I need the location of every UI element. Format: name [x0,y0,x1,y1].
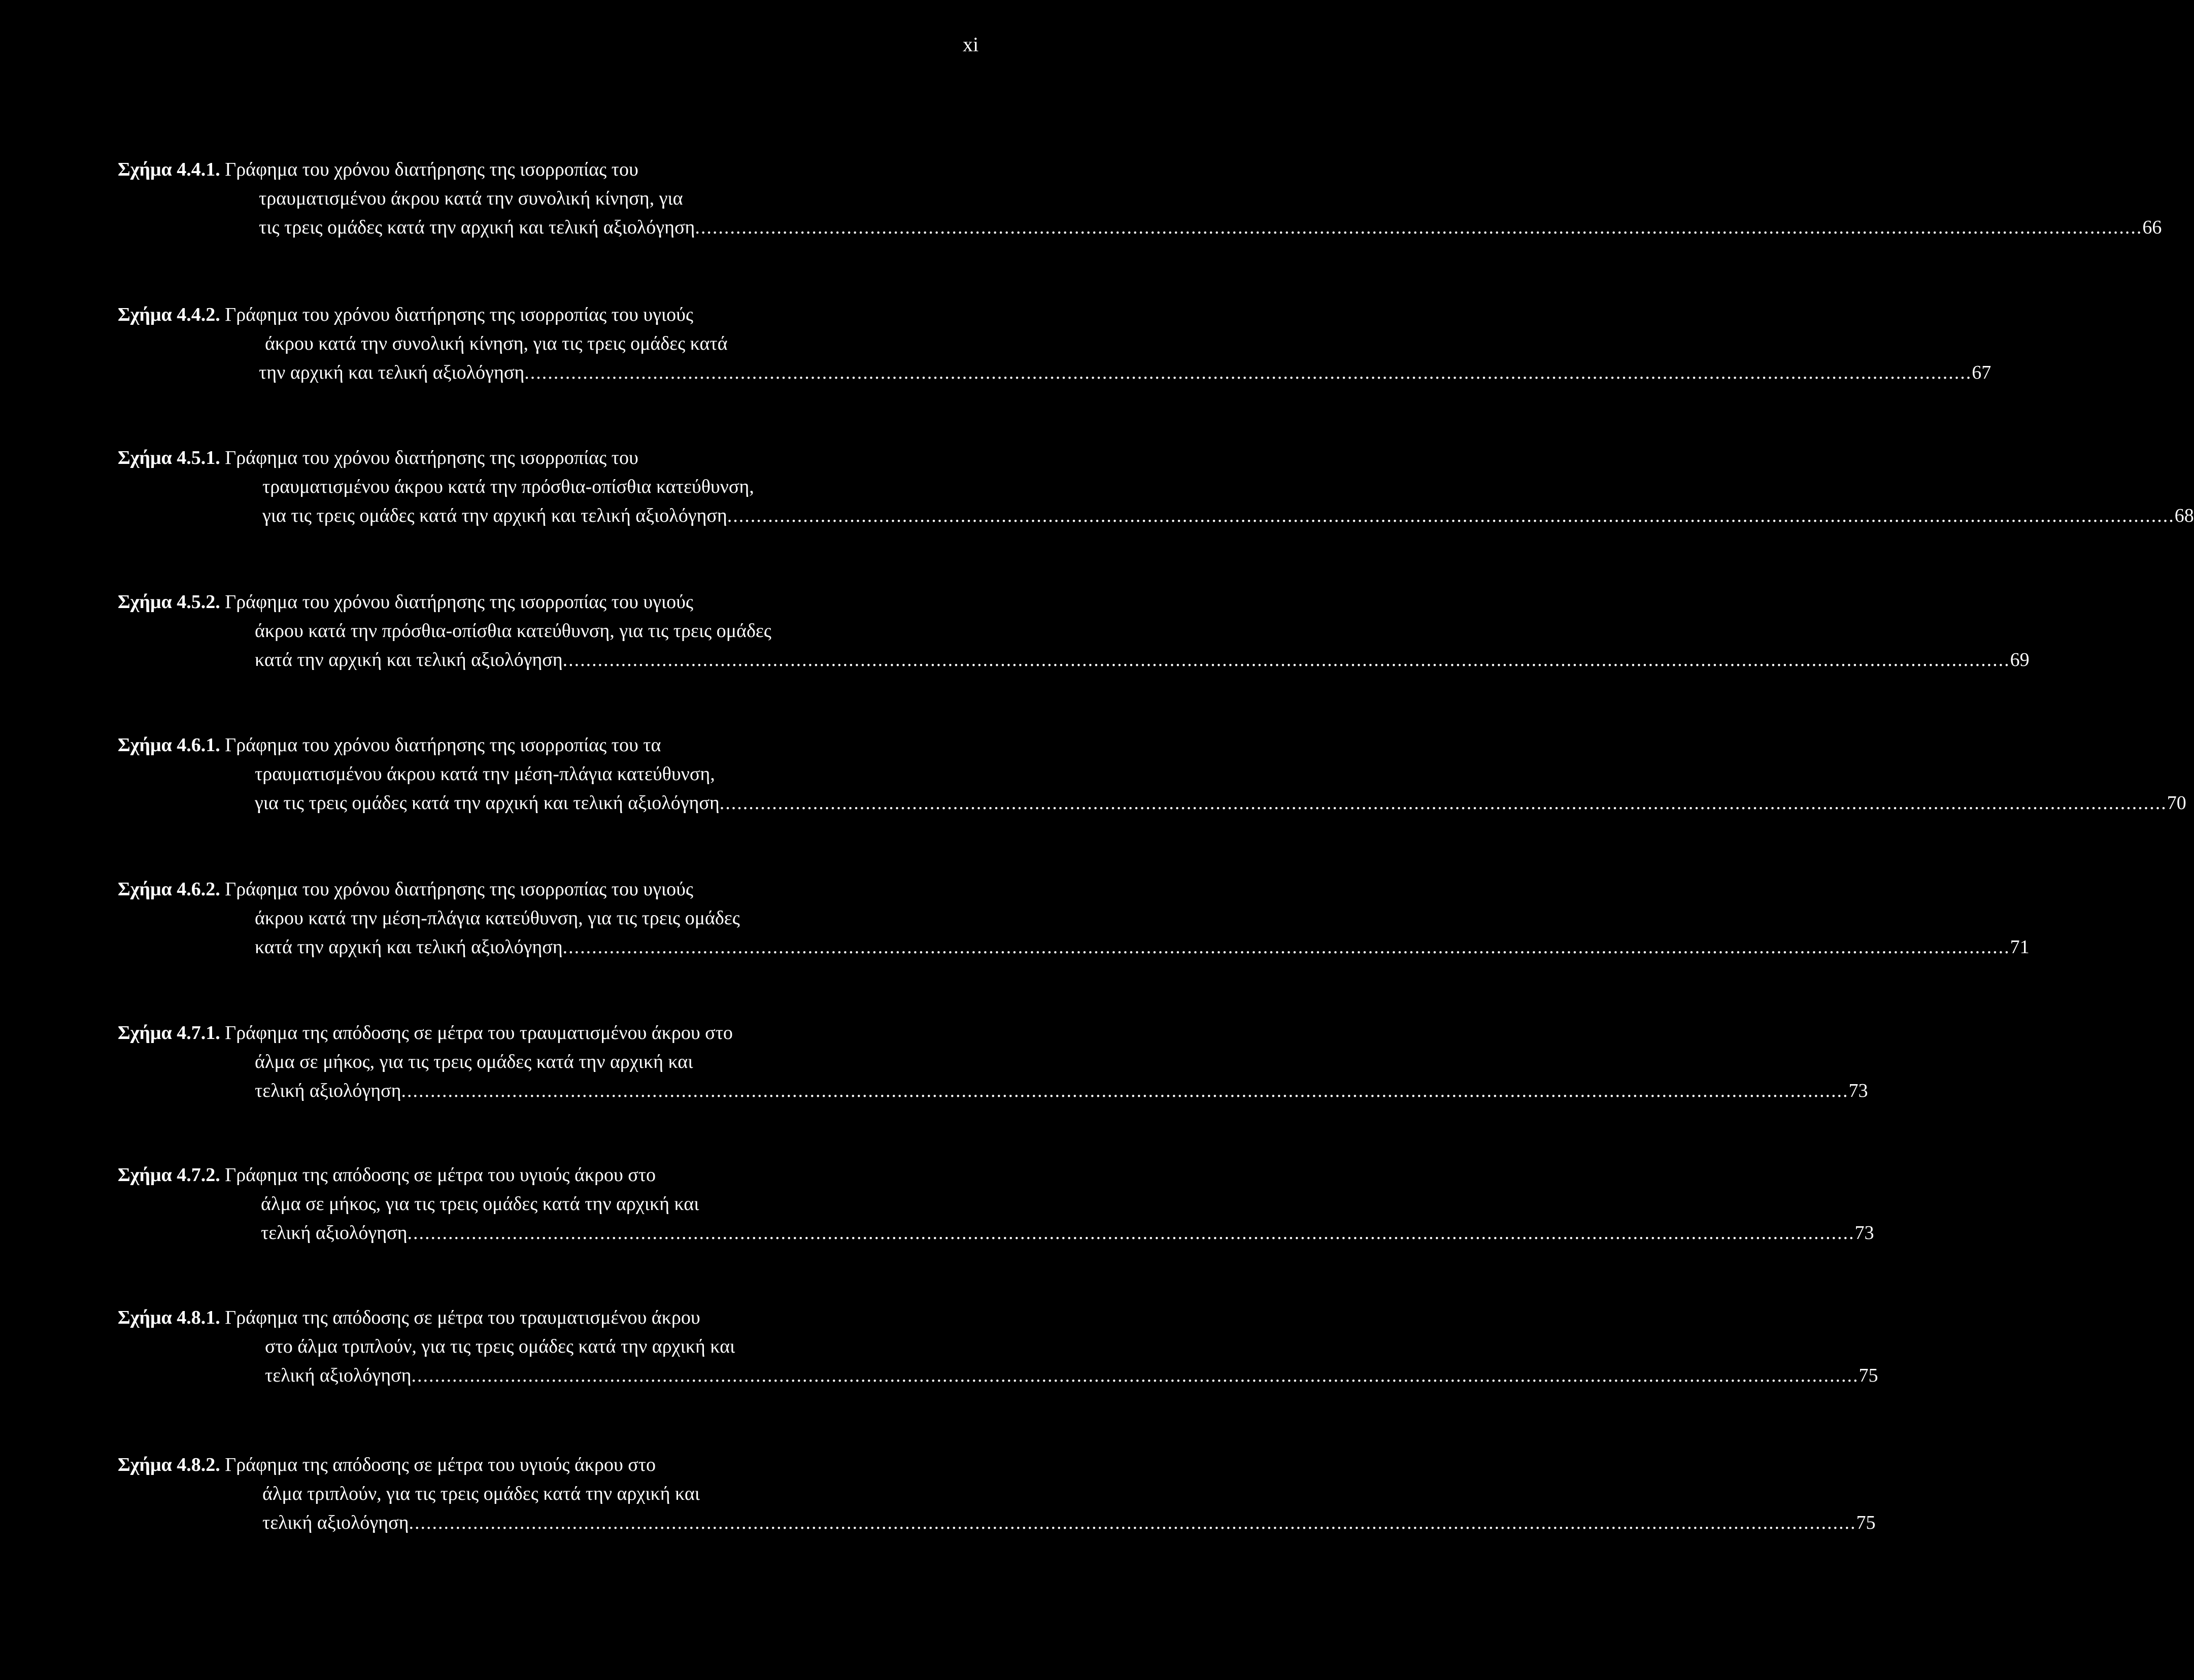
dot-leader [720,792,2167,814]
figure-label: Σχήμα 4.5.1. [118,447,220,468]
dot-leader [563,649,2010,671]
entry-text-line-3: κατά την αρχική και τελική αξιολόγηση [255,649,563,670]
entry-text-line-3: τελική αξιολόγηση [261,1222,408,1244]
entry-text-line-3: τελική αξιολόγηση [255,1080,401,1101]
entry-last-line [262,1511,1876,1534]
entry-text-line-3: για τις τρεις ομάδες κατά την αρχική και τελική αξιολόγηση [255,792,720,814]
page-reference: 66 [2142,217,2162,238]
figure-label: Σχήμα 4.4.1. [118,159,220,180]
entry-first-line [118,158,638,181]
entry-last-line [259,216,2162,239]
dot-leader [407,1222,1854,1244]
entry-text-line-1: Γράφημα του χρόνου διατήρησης της ισορροπίας του [225,447,638,468]
entry-first-line [118,1306,700,1329]
entry-text-line-2: τραυματισμένου άκρου κατά την μέση-πλάγια κατεύθυνση, [255,763,715,785]
entry-last-line [255,792,2186,814]
page-reference: 75 [1859,1365,1878,1386]
entry-text-line-1: Γράφημα της απόδοσης σε μέτρα του τραυματισμένου άκρου στο [225,1022,733,1044]
page-reference: 75 [1856,1512,1876,1533]
entry-last-line [261,1222,1874,1244]
entry-last-line [259,361,1992,384]
page-reference: 70 [2167,792,2186,814]
dot-leader [409,1511,1856,1534]
page-number: xi [963,33,979,56]
entry-first-line [118,1164,656,1186]
figure-label: Σχήμα 4.8.2. [118,1454,220,1475]
entry-text-line-2: άλμα σε μήκος, για τις τρεις ομάδες κατά την αρχική και [255,1051,693,1072]
entry-last-line [265,1364,1878,1387]
dot-leader [563,936,2010,958]
entry-first-line [118,1454,656,1476]
dot-leader [401,1080,1848,1102]
entry-text-line-1: Γράφημα του χρόνου διατήρησης της ισορροπίας του υγιούς [225,304,693,325]
figure-label: Σχήμα 4.6.1. [118,734,220,756]
entry-last-line [255,936,2030,958]
entry-text-line-3: τις τρεις ομάδες κατά την αρχική και τελική αξιολόγηση [259,217,695,238]
dot-leader [524,361,1972,384]
entry-text-line-1: Γράφημα του χρόνου διατήρησης της ισορροπίας του τα [225,734,661,756]
figure-label: Σχήμα 4.7.2. [118,1164,220,1186]
entry-last-line [262,505,2194,527]
page-reference: 69 [2010,649,2030,670]
entry-text-line-1: Γράφημα της απόδοσης σε μέτρα του υγιούς άκρου στο [225,1164,656,1186]
entry-first-line [118,591,693,613]
entry-text-line-1: Γράφημα της απόδοσης σε μέτρα του τραυματισμένου άκρου [225,1307,700,1328]
entry-text-line-1: Γράφημα του χρόνου διατήρησης της ισορροπίας του υγιούς [225,879,693,900]
entry-text-line-2: τραυματισμένου άκρου κατά την συνολική κίνηση, για [259,188,683,209]
page-reference: 67 [1972,362,1992,383]
entry-text-line-1: Γράφημα του χρόνου διατήρησης της ισορροπίας του [225,159,638,180]
entry-text-line-3: τελική αξιολόγηση [262,1512,409,1533]
dot-leader [695,216,2142,239]
dot-leader [411,1364,1859,1387]
entry-text-line-2: άλμα τριπλούν, για τις τρεις ομάδες κατά την αρχική και [262,1483,700,1504]
entry-text-line-3: για τις τρεις ομάδες κατά την αρχική και τελική αξιολόγηση [262,505,727,526]
entry-text-line-2: άκρου κατά την συνολική κίνηση, για τις τρεις ομάδες κατά [265,333,728,354]
entry-first-line [118,304,693,326]
entry-last-line [255,649,2030,671]
entry-text-line-1: Γράφημα του χρόνου διατήρησης της ισορροπίας του υγιούς [225,591,693,613]
entry-first-line [118,1022,733,1044]
page-reference: 71 [2010,936,2030,958]
figure-label: Σχήμα 4.5.2. [118,591,220,613]
entry-first-line [118,447,638,469]
entry-first-line [118,734,661,756]
entry-text-line-3: τελική αξιολόγηση [265,1365,412,1386]
entry-text-line-2: άκρου κατά την μέση-πλάγια κατεύθυνση, για τις τρεις ομάδες [255,908,740,929]
figure-label: Σχήμα 4.8.1. [118,1307,220,1328]
entry-text-line-2: άκρου κατά την πρόσθια-οπίσθια κατεύθυνση, για τις τρεις ομάδες [255,620,771,642]
entry-first-line [118,878,693,900]
entry-text-line-1: Γράφημα της απόδοσης σε μέτρα του υγιούς άκρου στο [225,1454,656,1475]
dot-leader [727,505,2175,527]
entry-text-line-2: τραυματισμένου άκρου κατά την πρόσθια-οπίσθια κατεύθυνση, [262,476,754,497]
entry-last-line [255,1080,1868,1102]
figure-label: Σχήμα 4.6.2. [118,879,220,900]
entry-text-line-2: άλμα σε μήκος, για τις τρεις ομάδες κατά την αρχική και [261,1193,699,1215]
entry-text-line-2: στο άλμα τριπλούν, για τις τρεις ομάδες κατά την αρχική και [265,1336,735,1357]
figure-label: Σχήμα 4.7.1. [118,1022,220,1044]
page-reference: 68 [2174,505,2194,526]
entry-text-line-3: την αρχική και τελική αξιολόγηση [259,362,525,383]
page-reference: 73 [1848,1080,1868,1101]
entry-text-line-3: κατά την αρχική και τελική αξιολόγηση [255,936,563,958]
figure-label: Σχήμα 4.4.2. [118,304,220,325]
page-reference: 73 [1854,1222,1874,1244]
